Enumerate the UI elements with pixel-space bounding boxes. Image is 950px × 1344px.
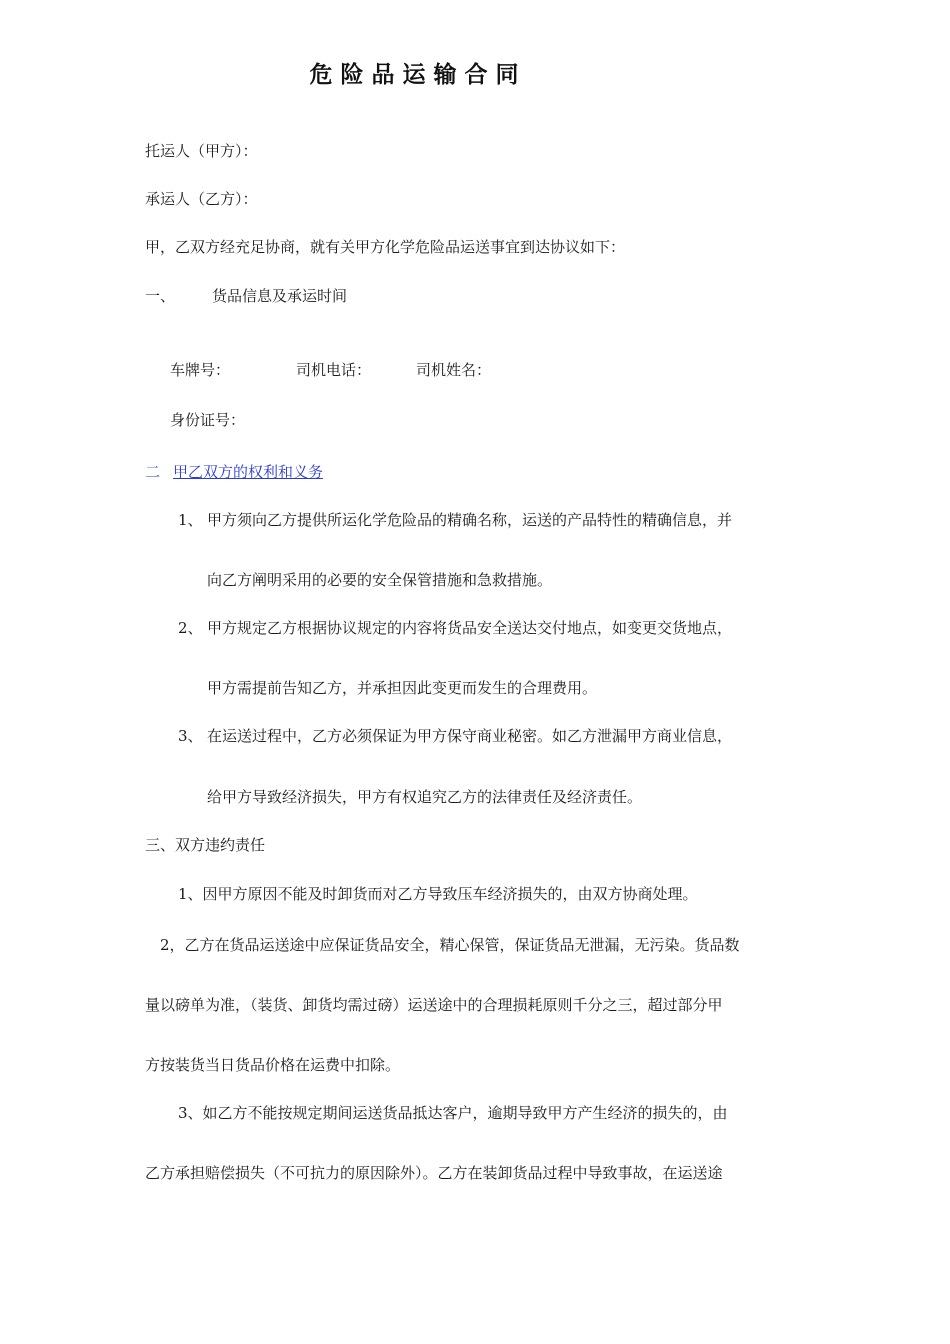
- document-title: 危险品运输合同: [309, 62, 527, 88]
- driver-phone-label: 司机电话：: [296, 361, 372, 379]
- section2-item2-line2: 甲方需提前告知乙方，并承担因此变更而发生的合理费用。: [207, 679, 598, 697]
- section1-heading: 货品信息及承运时间: [212, 287, 348, 305]
- section2-item1-line1: 甲方须向乙方提供所运化学危险品的精确名称，运送的产品特性的精确信息，并: [207, 511, 733, 529]
- section2-item2-line1: 甲方规定乙方根据协议规定的内容将货品安全送达交付地点，如变更交货地点，: [207, 619, 733, 637]
- section3-item2-line3: 方按装货当日货品价格在运费中扣除。: [145, 1056, 401, 1074]
- section2-item3-line2: 给甲方导致经济损失，甲方有权追究乙方的法律责任及经济责任。: [207, 788, 643, 806]
- section3-item3-line2: 乙方承担赔偿损失（不可抗力的原因除外）。乙方在装卸货品过程中导致事故，在运送途: [145, 1164, 723, 1182]
- party-b-label: 承运人（乙方）：: [145, 190, 258, 208]
- section2-number: [145, 462, 160, 482]
- id-number-label: 身份证号：: [170, 411, 246, 429]
- section2-item2-number: 2、: [178, 619, 203, 637]
- section2-item3-line1: 在运送过程中，乙方必须保证为甲方保守商业秘密。如乙方泄漏甲方商业信息，: [207, 727, 733, 745]
- party-a-label: 托运人（甲方）：: [145, 142, 258, 160]
- intro-paragraph: 甲，乙双方经充足协商，就有关甲方化学危险品运送事宜到达协议如下：: [145, 238, 626, 256]
- plate-number-label: 车牌号：: [170, 361, 231, 379]
- section1-number: 一、: [145, 287, 176, 305]
- section2-item3-number: 3、: [178, 727, 203, 745]
- section3-item1: 1、因甲方原因不能及时卸货而对乙方导致压车经济损失的，由双方协商处理。: [178, 885, 698, 903]
- section3-item2-line1: 2，乙方在货品运送途中应保证货品安全，精心保管，保证货品无泄漏，无污染。货品数: [160, 936, 740, 954]
- section2-heading-link[interactable]: 甲乙双方的权利和义务: [173, 463, 324, 481]
- section2-item1-line2: 向乙方阐明采用的必要的安全保管措施和急救措施。: [207, 571, 553, 589]
- driver-name-label: 司机姓名：: [416, 361, 492, 379]
- section3-heading: 三、双方违约责任: [145, 836, 266, 854]
- section2-item1-number: 1、: [178, 511, 203, 529]
- section2-number-text: 二: [145, 463, 161, 481]
- section3-item3-line1: 3、如乙方不能按规定期间运送货品抵达客户，逾期导致甲方产生经济的损失的，由: [178, 1104, 728, 1122]
- section3-item2-line2: 量以磅单为准，（装货、卸货均需过磅）运送途中的合理损耗原则千分之三，超过部分甲: [145, 996, 723, 1014]
